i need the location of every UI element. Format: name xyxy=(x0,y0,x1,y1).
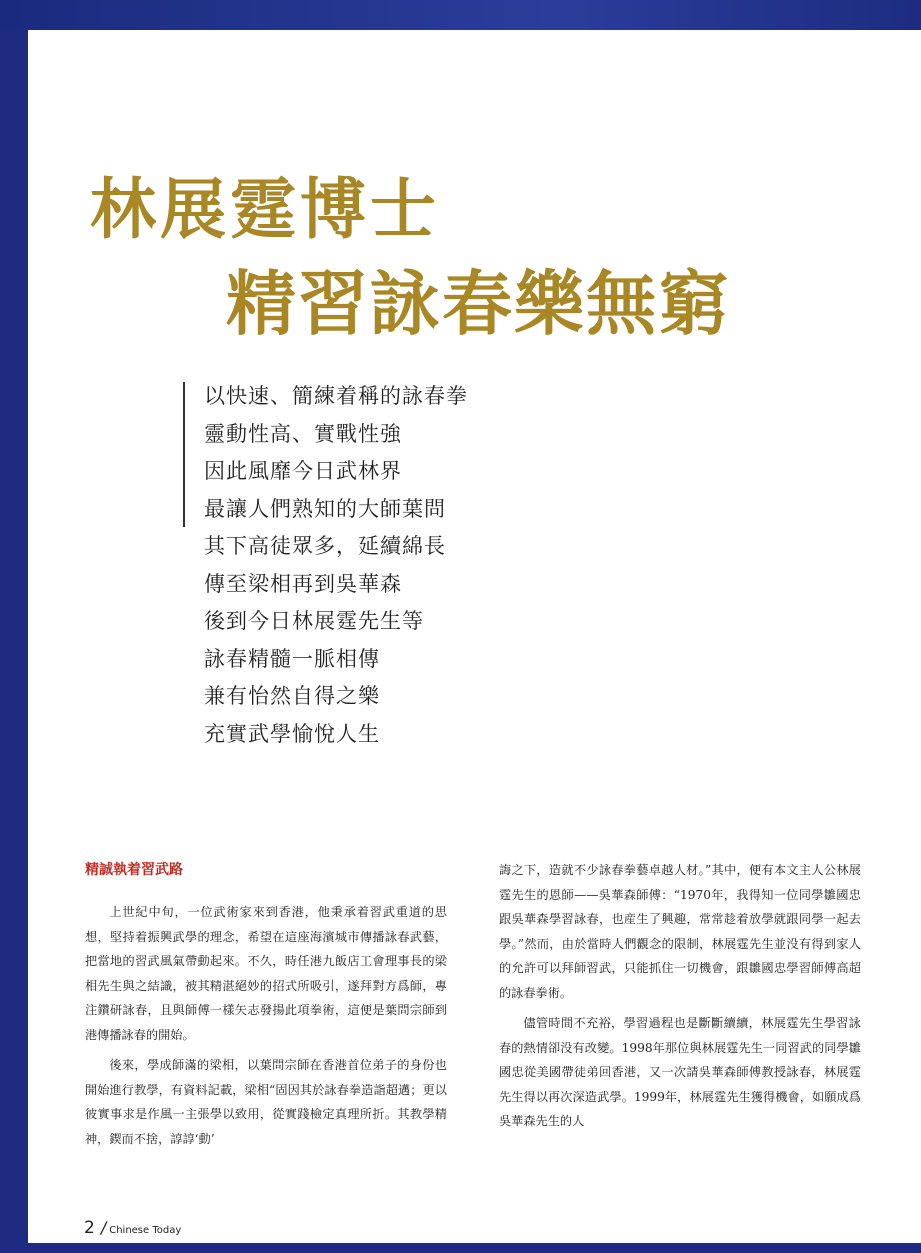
article-paragraph: 儘管時間不充裕，學習過程也是斷斷續續，林展霆先生學習詠春的熱情卻没有改變。1998年那位與林展霆先生一同習武的同學雛國忠從美國帶徒弟回香港，又一次請吳華森師傅教授詠春，林展霆先生得以再次深造武學。1999年，林展霆先生獲得機會，如願成爲吳華森先生的人 xyxy=(499,1016,861,1128)
intro-line: 兼有怡然自得之樂 xyxy=(204,684,380,708)
intro-verse xyxy=(204,378,468,753)
footer-separator: / xyxy=(100,1218,107,1237)
intro-line: 充實武學愉悅人生 xyxy=(204,721,380,746)
top-border xyxy=(0,0,921,30)
intro-line: 因此風靡今日武林界 xyxy=(204,459,402,483)
magazine-name: Chinese Today xyxy=(109,1225,182,1236)
article-paragraph: 誨之下，造就不少詠春拳藝卓越人材。”其中，便有本文主人公林展霆先生的恩師——吳華森師傅：“1970年，我得知一位同學雛國忠跟吳華森學習詠春，也産生了興趣，常常趁着放學就跟同學一起去學。”然而，由於當時人們觀念的限制，林展霆先生並没有得到家人的允許可以拜師習武，只能抓住一切機會，跟雛國忠學習師傅高超的詠春拳術。 xyxy=(499,863,861,1000)
article-column-left xyxy=(85,858,447,1157)
title-line-2: 精習詠春樂無窮 xyxy=(226,263,730,345)
intro-line: 其下高徒眾多，延續綿長 xyxy=(204,534,446,558)
page-number: 2 xyxy=(84,1218,95,1238)
title-line-1: 林展霆博士 xyxy=(90,171,440,248)
page-footer xyxy=(84,1218,181,1238)
intro-line: 後到今日林展霆先生等 xyxy=(204,609,424,633)
article-column-right xyxy=(499,858,861,1140)
intro-line: 靈動性高、實戰性強 xyxy=(204,421,402,446)
intro-line: 最讓人們熟知的大師葉問 xyxy=(204,496,446,521)
intro-line: 傳至梁相再到吳華森 xyxy=(204,571,402,596)
article-paragraph: 後來，學成師滿的梁相，以葉問宗師在香港首位弟子的身份也開始進行教學，有資料記載，梁相“固因其於詠春拳造詣超邁；更以彼實事求是作風一主張學以致用，從實踐檢定真理所折。其教學精神，鍥而不捨，諄諄‘動’ xyxy=(85,1058,447,1146)
section-heading: 精誠執着習武路 xyxy=(85,862,183,878)
intro-line: 以快速、簡練着稱的詠春拳 xyxy=(204,384,468,408)
magazine-page xyxy=(28,30,921,1243)
article-paragraph: 上世紀中旬，一位武術家來到香港，他秉承着習武重道的思想，堅持着振興武學的理念，希望在這座海濱城市傳播詠春武藝，把當地的習武風氣帶動起來。不久，時任港九飯店工會理事長的梁相先生與之結識，被其精湛絕妙的招式所吸引，遂拜對方爲師，專注鑽研詠春，且與師傅一樣矢志發揚此項拳術，這便是葉問宗師到港傳播詠春的開始。 xyxy=(85,905,447,1042)
intro-rule xyxy=(183,382,185,527)
intro-line: 詠春精髓一脈相傳 xyxy=(204,646,380,671)
